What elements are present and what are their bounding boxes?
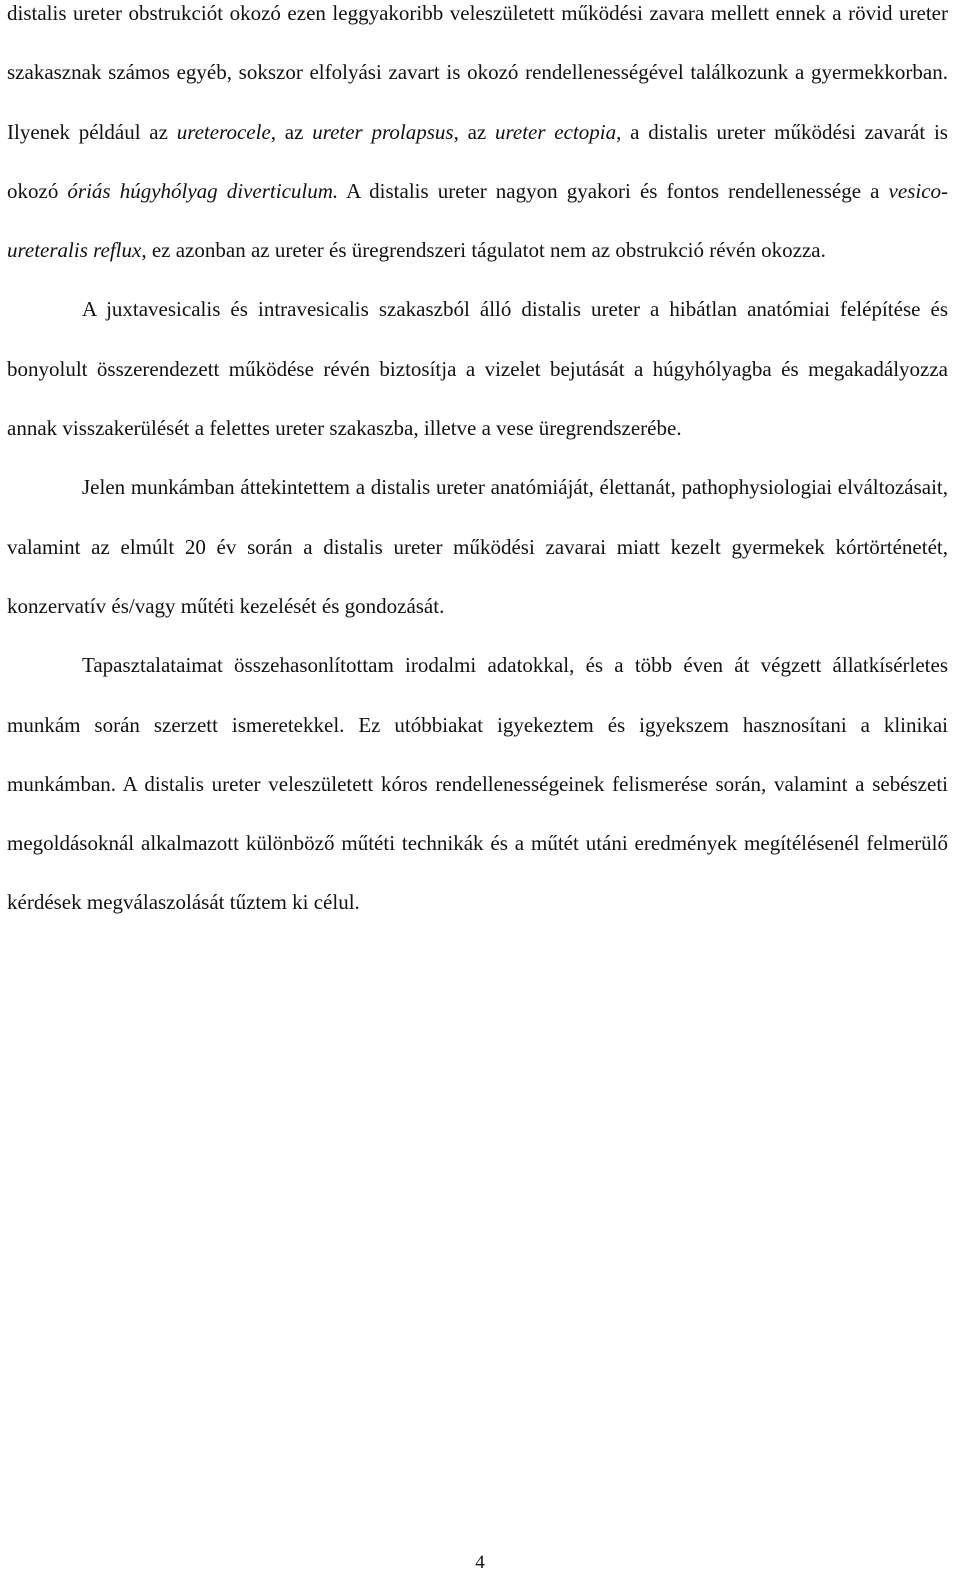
text-segment: , ez azonban az ureter és üregrendszeri tágulatot nem az obstrukció révén okozza.	[141, 238, 826, 263]
paragraph-4	[7, 636, 948, 932]
text-segment: A juxtavesicalis és intravesicalis szakaszból álló distalis ureter a hibátlan anatómiai felépítése és bonyolult összerendezett működése révén biztosítja a vizelet bejutását a húgyhólyagba és megakadályozza annak visszakerülését a felettes ureter szakaszba, illetve a vese üregrendszerébe.	[7, 297, 948, 441]
paragraph-3	[7, 458, 948, 636]
italic-term: óriás húgyhólyag diverticulum.	[67, 178, 339, 203]
text-segment: Jelen munkámban áttekintettem a distalis ureter anatómiáját, élettanát, pathophysiologiai elváltozásait, valamint az elmúlt 20 év során a distalis ureter működési zavarai miatt kezelt gyermekek kórtörténetét, konzervatív és/vagy műtéti kezelését és gondozását.	[7, 475, 948, 618]
paragraph-2	[7, 280, 948, 458]
text-segment: distalis ureter obstrukciót okozó ezen leggyakoribb veleszületett működési zavara mellett ennek a rövid ureter szakasznak számos egyéb, sokszor elfolyási zavart is okozó rendellenességével találkozunk a gyermekkorban. Ilyenek például az	[7, 1, 948, 144]
italic-term: ureterocele,	[176, 119, 277, 144]
paragraph-1	[7, 0, 948, 280]
text-segment: az	[276, 119, 313, 144]
italic-term: ureter ectopia,	[494, 119, 622, 144]
italic-term: vesico-ureteralis reflux	[7, 178, 949, 263]
text-segment: Tapasztalataimat összehasonlítottam irodalmi adatokkal, és a több éven át végzett állatkísérletes munkám során szerzett ismeretekkel. Ez utóbbiakat igyekeztem és igyekszem hasznosítani a klinikai munkámban. A distalis ureter veleszületett kóros rendellenességeinek felismerése során, valamint a sebészeti megoldásoknál alkalmazott különböző műtéti technikák és a műtét utáni eredmények megítélésenél felmerülő kérdések megválaszolását tűztem ki célul.	[7, 653, 948, 915]
document-page	[7, 0, 948, 933]
text-segment: , az	[453, 119, 495, 144]
page-number: 4	[475, 1552, 485, 1573]
text-segment: A distalis ureter nagyon gyakori és fontos rendellenessége a	[338, 178, 889, 203]
text-segment: a distalis ureter működési zavarát is okozó	[7, 119, 948, 203]
italic-term: ureter prolapsus	[312, 119, 454, 144]
